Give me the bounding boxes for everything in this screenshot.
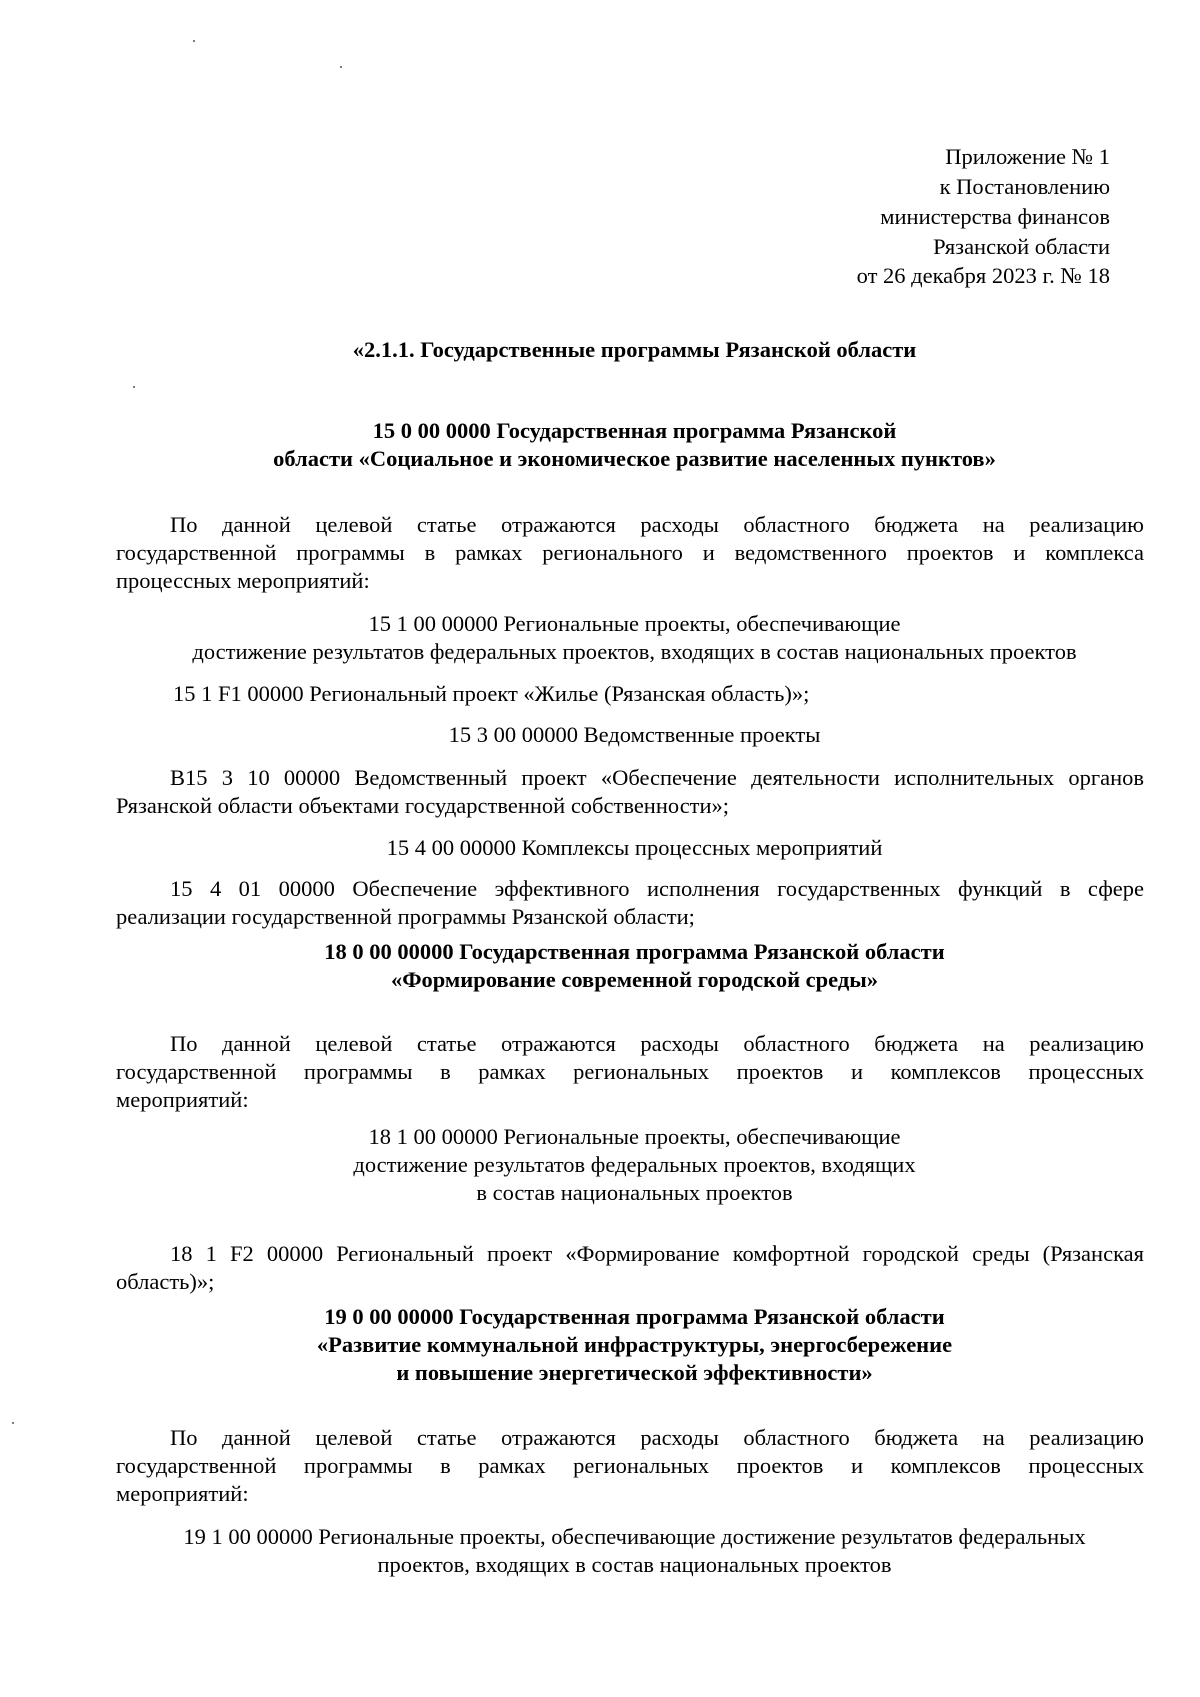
subsection-heading: достижение результатов федеральных проектов, входящих xyxy=(353,1152,916,1177)
budget-item xyxy=(116,1240,1144,1296)
program-description xyxy=(116,1030,1144,1114)
budget-item xyxy=(116,875,1144,931)
appendix-line: министерства финансов xyxy=(880,204,1110,229)
program-title: 19 0 00 00000 Государственная программа Рязанской области xyxy=(324,1304,945,1329)
subsection-heading: достижение результатов федеральных проектов, входящих в состав национальных проектов xyxy=(192,639,1077,664)
scan-speck xyxy=(12,1422,14,1424)
scan-speck xyxy=(133,386,135,388)
paragraph-line: В15 3 10 00000 Ведомственный проект «Обеспечение деятельности исполнительных органов xyxy=(170,765,1144,790)
appendix-line: к Постановлению xyxy=(939,174,1110,199)
paragraph-line: мероприятий: xyxy=(116,1481,249,1506)
program-title: «Развитие коммунальной инфраструктуры, энергосбережение xyxy=(316,1332,953,1357)
subsection-heading: 19 1 00 00000 Региональные проекты, обеспечивающие достижение результатов федеральных xyxy=(183,1524,1086,1549)
paragraph-line: 15 4 01 00000 Обеспечение эффективного исполнения государственных функций в сфере xyxy=(170,876,1144,901)
subsection-heading: проектов, входящих в состав национальных проектов xyxy=(377,1552,892,1577)
subsection-heading: 15 1 00 00000 Региональные проекты, обеспечивающие xyxy=(368,611,901,636)
section-title: «2.1.1. Государственные программы Рязанской области xyxy=(352,337,917,362)
budget-item: 15 1 F1 00000 Региональный проект «Жилье (Рязанская область)»; xyxy=(173,681,810,706)
appendix-line: от 26 декабря 2023 г. № 18 xyxy=(856,263,1110,288)
budget-item xyxy=(116,764,1144,820)
subsection-heading: 18 1 00 00000 Региональные проекты, обеспечивающие xyxy=(368,1124,901,1149)
paragraph-line: реализации государственной программы Рязанской области; xyxy=(116,904,695,929)
program-title: 18 0 00 00000 Государственная программа Рязанской области xyxy=(324,939,945,964)
paragraph-line: По данной целевой статье отражаются расходы областного бюджета на реализацию xyxy=(170,1425,1144,1450)
paragraph-line: 18 1 F2 00000 Региональный проект «Формирование комфортной городской среды (Рязанская xyxy=(170,1241,1144,1266)
paragraph-line: мероприятий: xyxy=(116,1087,249,1112)
appendix-line: Рязанской области xyxy=(933,234,1110,259)
paragraph-line: Рязанской области объектами государственной собственности»; xyxy=(116,793,730,818)
program-title: 15 0 00 0000 Государственная программа Рязанской xyxy=(372,418,897,443)
paragraph-line: область)»; xyxy=(116,1269,215,1294)
subsection-heading: 15 3 00 00000 Ведомственные проекты xyxy=(448,722,821,747)
paragraph-line: государственной программы в рамках региональных проектов и комплексов процессных xyxy=(116,1453,1144,1478)
program-description xyxy=(116,511,1144,595)
paragraph-line: По данной целевой статье отражаются расходы областного бюджета на реализацию xyxy=(170,1031,1144,1056)
paragraph-line: По данной целевой статье отражаются расходы областного бюджета на реализацию xyxy=(170,512,1144,537)
program-title: области «Социальное и экономическое развитие населенных пунктов» xyxy=(273,446,996,471)
paragraph-line: государственной программы в рамках региональных проектов и комплексов процессных xyxy=(116,1059,1144,1084)
appendix-line: Приложение № 1 xyxy=(945,144,1110,169)
program-title: «Формирование современной городской среды» xyxy=(390,967,879,992)
subsection-heading: в состав национальных проектов xyxy=(476,1180,793,1205)
program-description xyxy=(116,1424,1144,1508)
program-title: и повышение энергетической эффективности» xyxy=(396,1360,873,1385)
scan-speck xyxy=(340,66,342,68)
subsection-heading: 15 4 00 00000 Комплексы процессных мероприятий xyxy=(386,835,883,860)
paragraph-line: процессных мероприятий: xyxy=(116,568,370,593)
scan-speck xyxy=(193,40,195,42)
paragraph-line: государственной программы в рамках регионального и ведомственного проектов и комплекса xyxy=(116,540,1144,565)
